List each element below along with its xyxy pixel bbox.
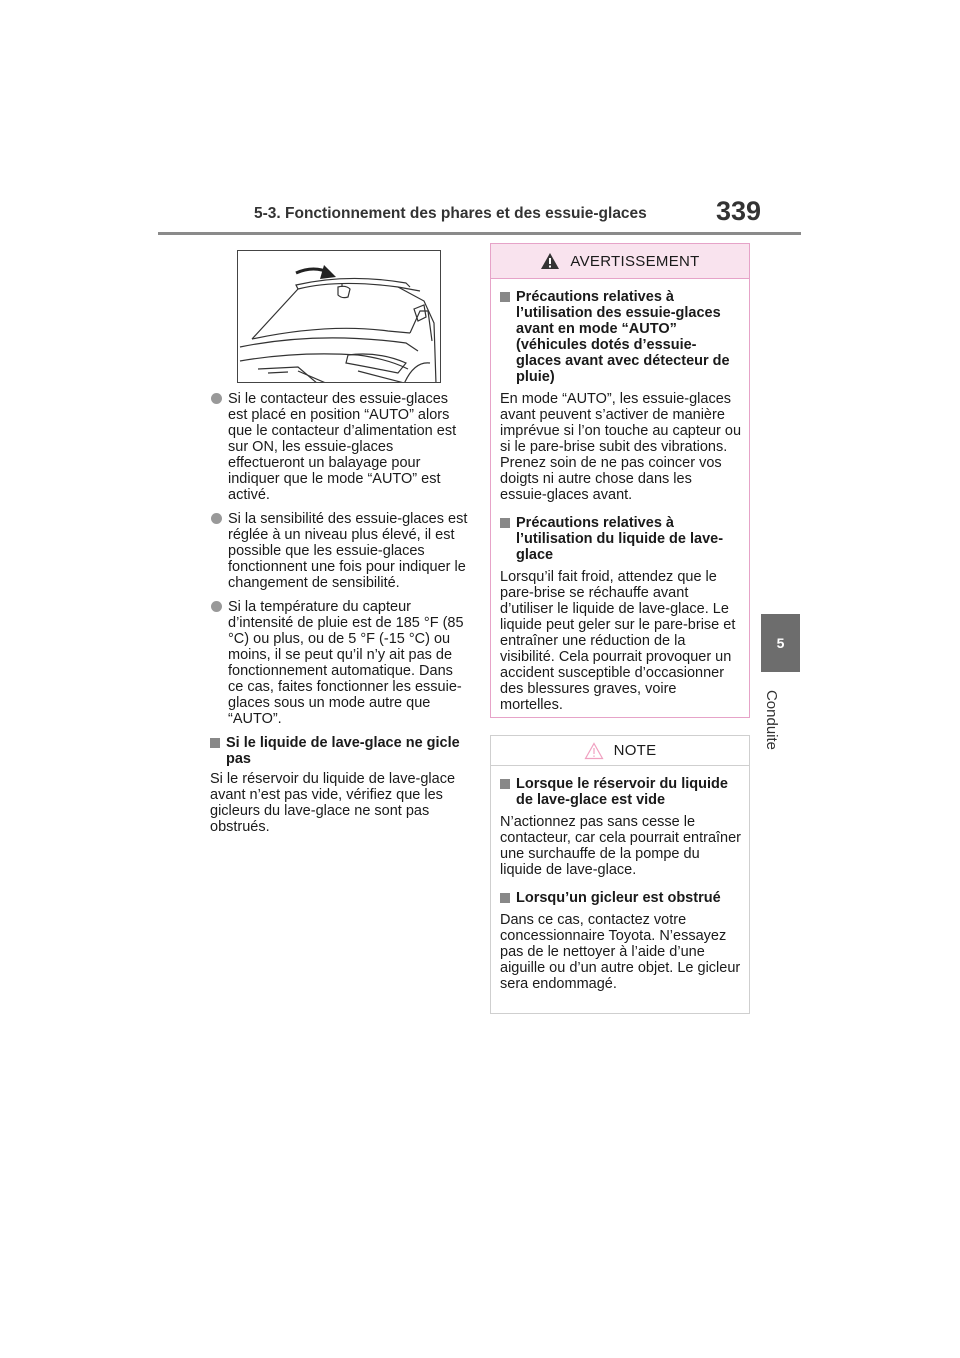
list-item [210,511,468,591]
heading-text: Si le liquide de lave-glace ne gicle pas [226,735,460,767]
paragraph: En mode “AUTO”, les essuie-glaces avant peuvent s’activer de manière imprévue si l’on touche au capteur ou si le pare-brise subit des vibrations. Prenez soin de ne pas coincer vos doigts ni autre chose dans les essuie-glaces avant. [500,391,742,503]
section-heading [500,289,741,385]
list-item [210,599,468,727]
heading-text: Lorsqu’un gicleur est obstrué [516,890,721,906]
caution-triangle-icon [584,742,604,760]
header-rule [158,232,801,235]
section-heading [500,515,741,563]
warning-title: AVERTISSEMENT [570,252,700,270]
note-header [491,736,749,766]
square-bullet-icon [500,893,510,903]
warning-triangle-icon [540,252,560,270]
warning-box [490,243,750,718]
chapter-number: 5 [776,635,785,651]
heading-text: Lorsque le réservoir du liquide de lave-glace est vide [516,776,728,808]
note-title: NOTE [613,742,657,759]
warning-body [491,279,749,713]
section-heading [500,890,741,906]
page-number: 339 [716,196,762,226]
note-box [490,735,750,1014]
paragraph: N’actionnez pas sans cesse le contacteur, car cela pourrait entraîner une surchauffe de la pompe du liquide de lave-glace. [500,814,741,878]
square-bullet-icon [500,518,510,528]
chapter-label: Conduite [763,689,780,751]
paragraph: Si le réservoir du liquide de lave-glace avant n’est pas vide, vérifiez que les gicleurs du lave-glace ne sont pas obstrués. [210,771,456,835]
warning-header [491,244,749,279]
note-body [491,766,749,992]
bullet-icon [211,601,222,612]
heading-text: Précautions relatives à l’utilisation des essuie-glaces avant en mode “AUTO” (véhicules dotés d’essuie-glaces avant avec détecteur de pluie) [516,289,730,385]
bullet-icon [211,513,222,524]
list-item [210,391,468,503]
bullet-icon [211,393,222,404]
windshield-rain-sensor-illustration [237,250,441,383]
paragraph: Dans ce cas, contactez votre concessionnaire Toyota. N’essayez pas de le nettoyer à l’aide d’une aiguille ou d’un autre objet. Le gicleur sera endommagé. [500,912,741,992]
section-heading [210,735,468,767]
heading-text: Précautions relatives à l’utilisation du liquide de lave-glace [516,515,724,563]
vehicle-windshield-drawing [238,251,441,383]
chapter-tab[interactable] [761,614,800,672]
square-bullet-icon [500,779,510,789]
section-title: 5-3. Fonctionnement des phares et des essuie-glaces [254,205,647,222]
bullet-text: Si la sensibilité des essuie-glaces est réglée à un niveau plus élevé, il est possible que les essuie-glaces fonctionnent une fois pour indiquer le changement de sensibilité. [228,511,468,591]
left-column [210,391,468,835]
square-bullet-icon [500,292,510,302]
bullet-text: Si le contacteur des essuie-glaces est placé en position “AUTO” alors que le contacteur d’alimentation est sur ON, les essuie-glaces effectueront un balayage pour indiquer que le mode “AUTO” est activé. [228,391,457,503]
section-heading [500,776,741,808]
square-bullet-icon [210,738,220,748]
paragraph: Lorsqu’il fait froid, attendez que le pare-brise se réchauffe avant d’utiliser le liquide de lave-glace. Le liquide peut geler sur le pare-brise et entraîner une réduction de la visibilité. Cela pourrait provoquer un accident susceptible d’occasionner des blessures graves, voire mortelles. [500,569,736,713]
bullet-text: Si la température du capteur d’intensité de pluie est de 185 °F (85 °C) ou plus, ou de 5 °F (-15 °C) ou moins, il se peut qu’il n’y ait pas de fonctionnement automatique. Dans ce cas, faites fonctionner les essuie-glaces sous un mode autre que “AUTO”. [228,599,464,727]
